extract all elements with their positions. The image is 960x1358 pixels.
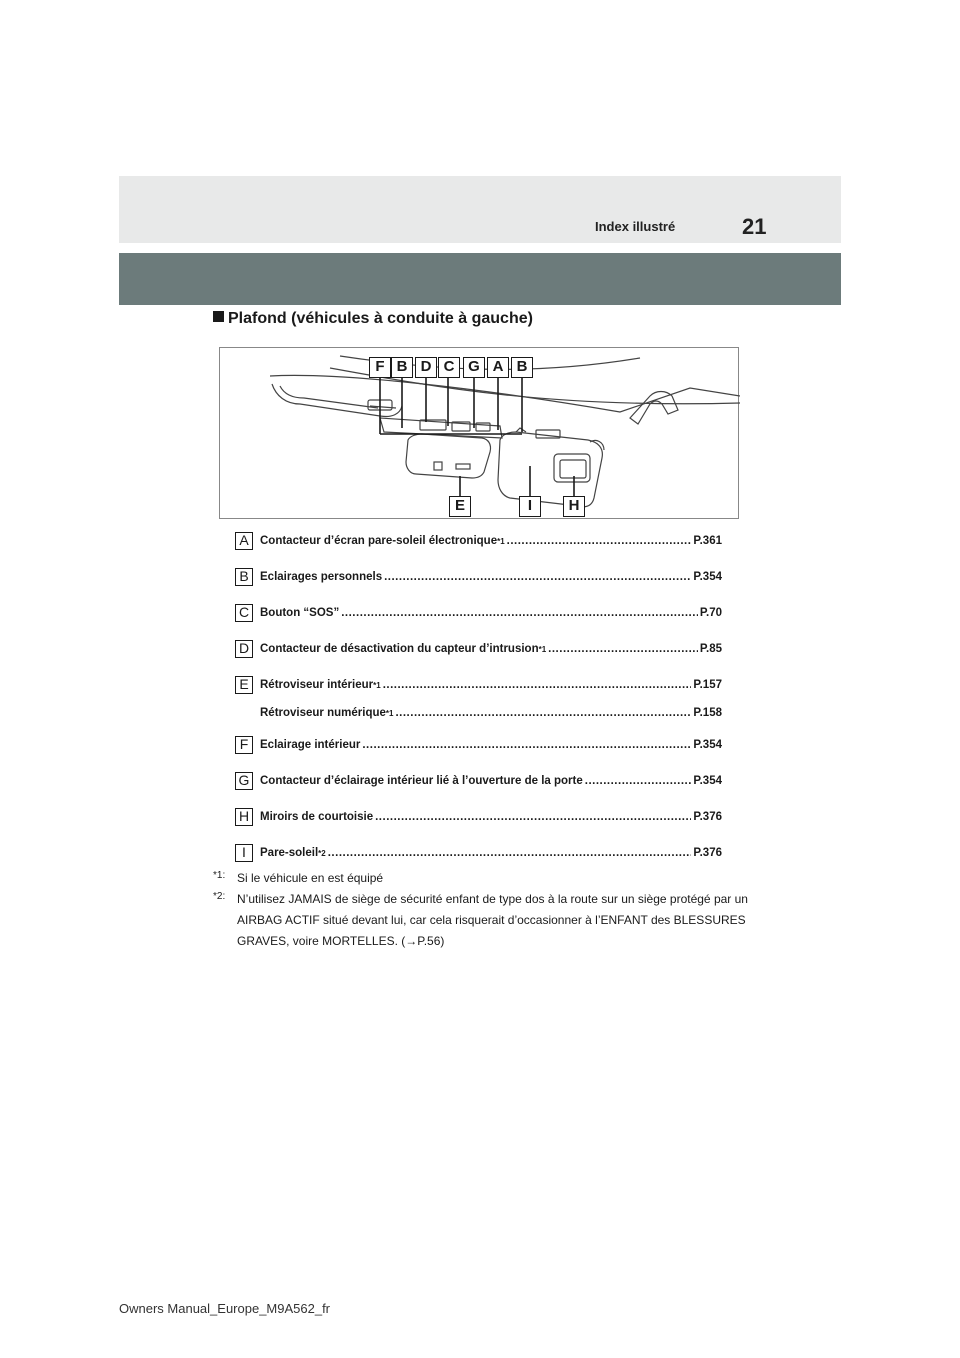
entry-page-ref[interactable]: P.158: [693, 707, 722, 719]
bullet-square-icon: [213, 311, 224, 322]
section-heading: [213, 310, 533, 328]
entry-letter: H: [235, 808, 253, 826]
entry-page-ref[interactable]: P.85: [699, 643, 722, 655]
chapter-band: [119, 253, 841, 305]
entry-label: Rétroviseur numérique: [260, 707, 386, 719]
entry-label: Contacteur de désactivation du capteur d’intrusion: [260, 643, 539, 655]
page-footer: Owners Manual_Europe_M9A562_fr: [119, 1301, 331, 1316]
entry-page-ref[interactable]: P.354: [693, 571, 722, 583]
entry-letter: C: [235, 604, 253, 622]
entry-label: Rétroviseur intérieur: [260, 679, 374, 691]
entry-page-ref[interactable]: P.361: [693, 535, 722, 547]
footnote-mark: *2:: [213, 891, 226, 902]
page-number: 21: [742, 214, 767, 239]
entry-label: Pare-soleil: [260, 847, 319, 859]
footnote-mark: *1:: [213, 870, 226, 881]
header-band: [119, 176, 841, 243]
ceiling-illustration: [219, 347, 739, 519]
entry-letter: G: [235, 772, 253, 790]
entry-page-ref[interactable]: P.157: [693, 679, 722, 691]
entry-label: Miroirs de courtoisie: [260, 811, 374, 823]
entry-page-ref[interactable]: P.354: [693, 739, 722, 751]
footnote: [213, 889, 753, 952]
section-title: Index illustré: [595, 219, 676, 234]
footnote: [213, 868, 753, 889]
heading-text: Plafond (véhicules à conduite à gauche): [228, 310, 533, 327]
entry-letter: F: [235, 736, 253, 754]
entry-letter: D: [235, 640, 253, 658]
footnotes: [213, 868, 753, 952]
entry-letter: A: [235, 532, 253, 550]
entry-page-ref[interactable]: P.354: [693, 775, 722, 787]
callout-g: G: [463, 357, 485, 378]
entry-label: Contacteur d’éclairage intérieur lié à l’ouverture de la porte: [260, 775, 583, 787]
callout-b: B: [391, 357, 413, 378]
entry-page-ref[interactable]: P.376: [693, 811, 722, 823]
callout-e: E: [449, 496, 471, 517]
footnote-text: Si le véhicule en est équipé: [237, 871, 384, 885]
callout-d: D: [415, 357, 437, 378]
entry-letter: B: [235, 568, 253, 586]
callout-b2: B: [511, 357, 533, 378]
callout-a: A: [487, 357, 509, 378]
callout-h: H: [563, 496, 585, 517]
entry-letter: E: [235, 676, 253, 694]
entry-label: Eclairage intérieur: [260, 739, 361, 751]
entry-label: Eclairages personnels: [260, 571, 383, 583]
entry-label: Contacteur d’écran pare-soleil électronique: [260, 535, 498, 547]
footnote-text: N’utilisez JAMAIS de siège de sécurité enfant de type dos à la route sur un siège protégé par un AIRBAG ACTIF situé devant lui, car cela risquerait d’occasionner à l’ENFANT des BLESSURES GRAVES, voire MORTELLES. (→P.56): [237, 892, 748, 948]
callout-i: I: [519, 496, 541, 517]
callout-c: C: [438, 357, 460, 378]
callout-f: F: [369, 357, 391, 378]
entry-label: Bouton “SOS”: [260, 607, 340, 619]
entry-page-ref[interactable]: P.70: [699, 607, 722, 619]
entry-letter: I: [235, 844, 253, 862]
entry-page-ref[interactable]: P.376: [693, 847, 722, 859]
